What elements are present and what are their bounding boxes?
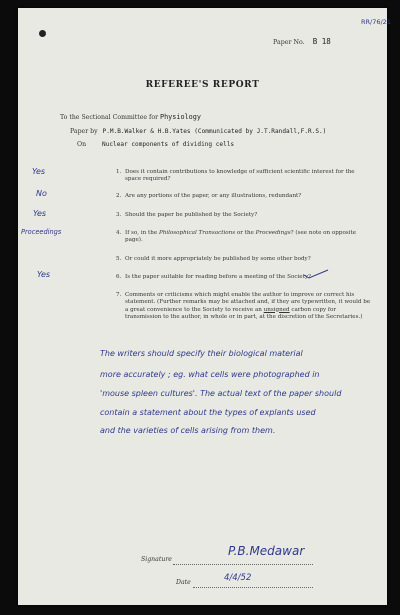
question-4: 4. If so, in the Philosophical Transactions or the Proceedings? (see note on opposite page). (116, 230, 357, 244)
page-title: REFEREE'S REPORT (145, 80, 260, 90)
question-7: 7. Comments or criticisms which might enable the author to improve or correct his statement. (Further remarks may be attached and, if they are typewritten, it would be a great convenience to the Society to receive an unsigned carbon copy for transmission to the author, in whole or in part, at the discretion of the Secretaries.) (116, 292, 371, 320)
paper-number (273, 37, 331, 46)
comment-line-4: contain a statement about the types of explants used (100, 408, 316, 417)
committee-line (60, 113, 201, 121)
question-5: 5. Or could it more appropriately be published by some other body? (116, 256, 311, 262)
paper-by-value: P.M.B.Walker & H.B.Yates (Communicated by J.T.Randall,F.R.S.) (102, 128, 327, 135)
date-label: Date (176, 579, 191, 586)
punch-hole (39, 30, 46, 37)
committee-label: To the Sectional Committee for (60, 114, 159, 121)
signature-line (173, 564, 313, 565)
signature: P.B.Medawar (228, 544, 305, 558)
date-value: 4/4/52 (224, 573, 252, 583)
question-3: 3. Should the paper be published by the Society? (116, 212, 258, 218)
check-mark-icon (303, 269, 329, 279)
on-line (77, 141, 234, 148)
paper-number-value: B 18 (312, 37, 331, 46)
question-2: 2. Are any portions of the paper, or any illustrations, redundant? (116, 193, 302, 199)
paper-by-label: Paper by (70, 128, 98, 135)
paper-by-line (70, 128, 326, 135)
answer-4: Proceedings (21, 228, 62, 236)
reference-number-handwritten: RR/76/21 (361, 18, 391, 26)
question-6: 6. Is the paper suitable for reading before a meeting of the Society? (116, 274, 312, 280)
signature-label: Signature (141, 556, 172, 563)
on-value: Nuclear components of dividing cells (102, 141, 235, 148)
comment-line-2: more accurately ; eg. what cells were photographed in (100, 370, 320, 379)
on-label: On (77, 141, 87, 148)
comment-line-5: and the varieties of cells arising from them. (100, 426, 276, 435)
comment-line-3: 'mouse spleen cultures'. The actual text of the paper should (100, 389, 342, 398)
answer-2: No (36, 189, 47, 198)
committee-value: Physiology (160, 113, 201, 121)
answer-6: Yes (37, 270, 51, 279)
comment-line-1: The writers should specify their biological material (100, 349, 303, 358)
paper-number-label: Paper No. (273, 39, 305, 46)
referee-report-sheet (18, 8, 391, 605)
date-line (193, 587, 313, 588)
question-1: 1. Does it contain contributions to knowledge of sufficient scientific interest for the space required? (116, 169, 355, 183)
answer-1: Yes (32, 167, 46, 176)
answer-3: Yes (33, 209, 47, 218)
